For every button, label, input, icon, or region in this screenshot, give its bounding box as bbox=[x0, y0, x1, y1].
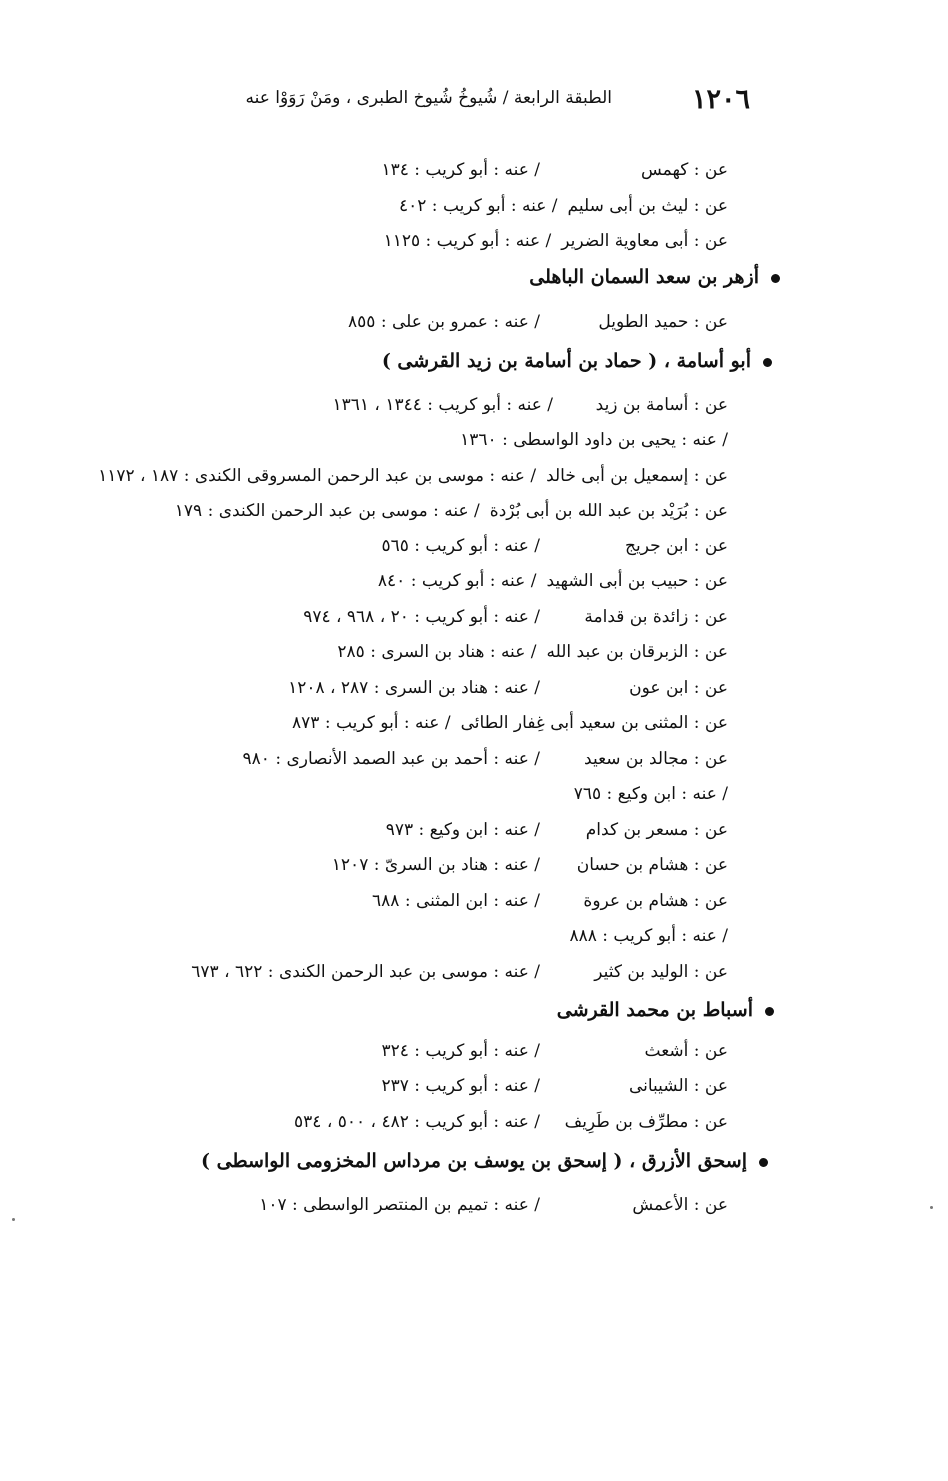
narration-row bbox=[381, 1041, 728, 1061]
narration-row bbox=[294, 1112, 728, 1132]
narrator-reference: / عنه : أبو كريب : ٤٨٢ ، ٥٠٠ ، ٥٣٤ bbox=[294, 1112, 540, 1132]
page-header bbox=[245, 84, 750, 116]
narrator-reference: / عنه : أبو كريب : ٨٨٨ bbox=[569, 926, 728, 946]
shaykh-name: عن : الشيبانى bbox=[628, 1076, 728, 1096]
narrator-reference: / عنه : أبو كريب : ١٣٤ bbox=[381, 160, 540, 180]
narration-row bbox=[332, 855, 728, 875]
narration-row bbox=[292, 713, 728, 733]
narration-row bbox=[175, 501, 728, 521]
entry-heading-text: أزهر بن سعد السمان الباهلى bbox=[529, 266, 759, 288]
narration-row bbox=[259, 1195, 728, 1215]
bullet-icon bbox=[759, 1158, 768, 1167]
bullet-icon bbox=[765, 1007, 774, 1016]
narrator-reference: / عنه : أبو كريب : ٢٠ ، ٩٦٨ ، ٩٧٤ bbox=[303, 607, 540, 627]
entry-heading-text: إسحق الأزرق ، ( إسحق بن يوسف بن مرداس المخزومى الواسطى ) bbox=[201, 1150, 747, 1172]
shaykh-name: عن : هشام بن عروة bbox=[583, 891, 728, 911]
shaykh-name: عن : الوليد بن كثير bbox=[594, 962, 728, 982]
narration-row bbox=[98, 466, 728, 486]
entry-heading bbox=[201, 1150, 768, 1172]
narration-row bbox=[333, 395, 729, 415]
narration-row bbox=[384, 231, 728, 251]
shaykh-name: عن : أبى معاوية الضرير bbox=[561, 231, 728, 251]
shaykh-name: عن : حبيب بن أبى الشهيد bbox=[546, 571, 728, 591]
shaykh-name: عن : بُرَيْد بن عبد الله بن أبى بُرْدة bbox=[489, 501, 728, 521]
entry-heading-text: أبو أسامة ، ( حماد بن أسامة بن زيد القرشى ) bbox=[381, 350, 751, 372]
narration-row bbox=[381, 160, 728, 180]
entry-heading bbox=[529, 266, 780, 288]
shaykh-name: عن : أشعث bbox=[644, 1041, 728, 1061]
narrator-reference: / عنه : هناد بن السرى : ٢٨٥ bbox=[337, 642, 537, 662]
narration-row bbox=[303, 607, 728, 627]
narrator-reference: / عنه : أبو كريب : ٨٤٠ bbox=[377, 571, 537, 591]
narrator-reference: / عنه : تميم بن المنتصر الواسطى : ١٠٧ bbox=[259, 1195, 540, 1215]
narrator-reference: / عنه : أبو كريب : ٥٦٥ bbox=[381, 536, 540, 556]
scan-speck bbox=[930, 1206, 933, 1209]
narration-row bbox=[460, 430, 728, 450]
shaykh-name: عن : مطرِّف بن طَرِيف bbox=[564, 1112, 728, 1132]
shaykh-name: عن : كهمس bbox=[640, 160, 728, 180]
narrator-reference: / عنه : موسى بن عبد الرحمن المسروقى الكندى : ١٨٧ ، ١١٧٢ bbox=[98, 466, 537, 486]
shaykh-name: عن : ليث بن أبى سليم bbox=[567, 196, 728, 216]
narrator-reference: / عنه : هناد بن السرى : ٢٨٧ ، ١٢٠٨ bbox=[288, 678, 540, 698]
scan-speck bbox=[12, 1218, 15, 1221]
narration-row bbox=[381, 1076, 728, 1096]
narrator-reference: / عنه : أبو كريب : ١٣٤٤ ، ١٣٦١ bbox=[332, 395, 553, 415]
bullet-icon bbox=[771, 274, 780, 283]
narrator-reference: / عنه : أبو كريب : ٢٣٧ bbox=[381, 1076, 540, 1096]
bullet-icon bbox=[763, 358, 772, 367]
narration-row bbox=[378, 571, 728, 591]
narrator-reference: / عنه : ابن المثنى : ٦٨٨ bbox=[372, 891, 540, 911]
narration-row bbox=[288, 678, 728, 698]
narrator-reference: / عنه : موسى بن عبد الرحمن الكندى : ٦٢٢ ، ٦٧٣ bbox=[191, 962, 540, 982]
shaykh-name: عن : ابن جريج bbox=[624, 536, 728, 556]
shaykh-name: عن : الأعمش bbox=[632, 1195, 728, 1215]
shaykh-name: عن : المثنى بن سعيد أبى غِفار الطائى bbox=[460, 713, 728, 733]
narration-row bbox=[574, 784, 728, 804]
narration-row bbox=[386, 820, 728, 840]
shaykh-name: عن : مجالد بن سعيد bbox=[584, 749, 728, 769]
narration-row bbox=[337, 642, 728, 662]
running-title: الطبقة الرابعة / شُيوخُ شُيوخ الطبرى ، ومَنْ رَوَوْا عنه bbox=[245, 88, 612, 108]
narrator-reference: / عنه : هناد بن السرىّ : ١٢٠٧ bbox=[331, 855, 540, 875]
shaykh-name: عن : إسمعيل بن أبى خالد bbox=[546, 466, 728, 486]
shaykh-name: عن : ابن عون bbox=[629, 678, 728, 698]
narration-row bbox=[191, 962, 728, 982]
narrator-reference: / عنه : يحيى بن داود الواسطى : ١٣٦٠ bbox=[460, 430, 728, 450]
shaykh-name: عن : زائدة بن قدامة bbox=[584, 607, 728, 627]
entry-heading bbox=[382, 350, 772, 372]
page-number: ١٢٠٦ bbox=[691, 84, 750, 115]
shaykh-name: عن : الزبرقان بن عبد الله bbox=[546, 642, 728, 662]
narrator-reference: / عنه : ابن وكيع : ٧٦٥ bbox=[573, 784, 728, 804]
entry-heading bbox=[557, 999, 774, 1021]
narrator-reference: / عنه : أحمد بن عبد الصمد الأنصارى : ٩٨٠ bbox=[242, 749, 540, 769]
narration-row bbox=[569, 926, 728, 946]
shaykh-name: عن : مسعر بن كدام bbox=[585, 820, 728, 840]
entry-heading-text: أسباط بن محمد القرشى bbox=[556, 999, 753, 1021]
narrator-reference: / عنه : موسى بن عبد الرحمن الكندى : ١٧٩ bbox=[174, 501, 480, 521]
shaykh-name: عن : أسامة بن زيد bbox=[595, 395, 728, 415]
narrator-reference: / عنه : أبو كريب : ٨٧٣ bbox=[292, 713, 451, 733]
narration-row bbox=[372, 891, 728, 911]
narration-row bbox=[348, 312, 728, 332]
narrator-reference: / عنه : أبو كريب : ١١٢٥ bbox=[383, 231, 552, 251]
narration-row bbox=[399, 196, 728, 216]
narrator-reference: / عنه : ابن وكيع : ٩٧٣ bbox=[385, 820, 540, 840]
narrator-reference: / عنه : أبو كريب : ٣٢٤ bbox=[381, 1041, 540, 1061]
narrator-reference: / عنه : عمرو بن على : ٨٥٥ bbox=[348, 312, 540, 332]
shaykh-name: عن : حميد الطويل bbox=[598, 312, 728, 332]
narration-row bbox=[243, 749, 728, 769]
narration-row bbox=[381, 536, 728, 556]
narrator-reference: / عنه : أبو كريب : ٤٠٢ bbox=[399, 196, 558, 216]
shaykh-name: عن : هشام بن حسان bbox=[576, 855, 728, 875]
